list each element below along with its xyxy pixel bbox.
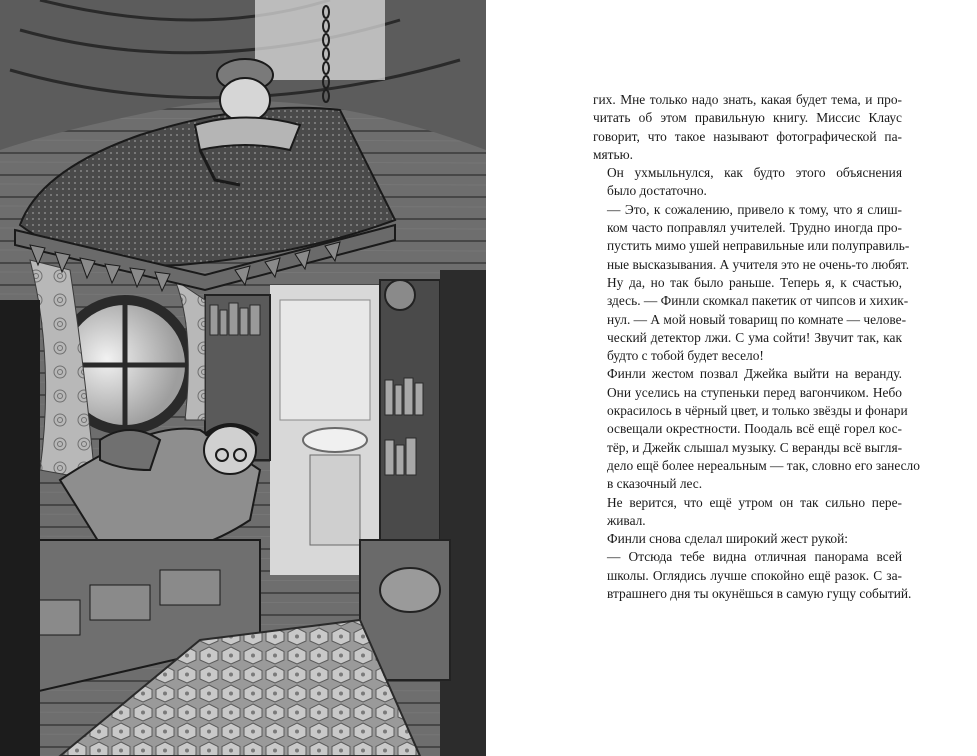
text-line: нул. — А мой новый товарищ по комнате — челове- <box>607 311 907 327</box>
text-line: дело ещё более нереальным — так, словно его занесло <box>607 457 920 473</box>
text-line: втрашнего дня ты окунёшься в самую гущу событий. <box>607 586 912 602</box>
text-line: школы. Оглядись лучше спокойно ещё разок. С за- <box>607 567 902 583</box>
text-line: ческий детектор лжи. С ума сойти! Звучит так, как <box>607 329 902 345</box>
text-line: здесь. — Финли скомкал пакетик от чипсов и хихик- <box>607 293 909 309</box>
text-page <box>486 0 977 756</box>
text-line: будто с тобой будет весело! <box>607 348 764 364</box>
text-line: ком часто поправлял учителей. Трудно иногда про- <box>607 220 902 236</box>
text-line: Финли жестом позвал Джейка выйти на веранду. <box>607 366 902 382</box>
text-line: ные высказывания. А учителя это не очень-то любят. <box>607 256 910 272</box>
paragraph <box>593 530 902 548</box>
text-line: пустить мимо ушей неправильные или полуправиль- <box>607 238 910 254</box>
paragraph <box>593 494 902 531</box>
text-line: тёр, и Джейк слышал музыку. С веранды всё выгля- <box>607 439 903 455</box>
text-line: гих. Мне только надо знать, какая будет тема, и про- <box>593 92 902 107</box>
paragraph <box>593 91 902 164</box>
paragraph <box>593 365 920 493</box>
illustration-art <box>0 0 486 756</box>
text-line: окрасилось в чёрный цвет, и только звёзды и фонари <box>607 403 908 419</box>
paragraph <box>593 548 912 603</box>
text-line: живал. <box>607 512 646 528</box>
body-text <box>593 91 920 603</box>
book-illustration <box>0 0 486 756</box>
text-line: Он ухмыльнулся, как будто этого объяснения <box>607 165 902 181</box>
text-line: мятью. <box>593 146 633 162</box>
text-line: Они уселись на ступеньки перед вагончиком. Небо <box>607 384 902 400</box>
text-line: говорит, что такое называют фотографической па- <box>593 128 902 144</box>
paragraph <box>593 201 910 366</box>
paragraph <box>593 164 902 201</box>
text-line: читать об этом правильную книгу. Миссис Клаус <box>593 110 902 126</box>
text-line: было достаточно. <box>607 183 707 199</box>
text-line: — Это, к сожалению, привело к тому, что я слиш- <box>607 201 902 217</box>
text-line: Ну да, но так было раньше. Теперь я, к счастью, <box>607 274 902 290</box>
text-line: Финли снова сделал широкий жест рукой: <box>607 531 848 547</box>
text-line: Не верится, что ещё утром он так сильно пере- <box>607 494 902 510</box>
text-line: — Отсюда тебе видна отличная панорама всей <box>607 549 902 565</box>
text-line: освещали окрестности. Поодаль всё ещё горел кос- <box>607 421 902 437</box>
text-line: в сказочный лес. <box>607 476 703 492</box>
